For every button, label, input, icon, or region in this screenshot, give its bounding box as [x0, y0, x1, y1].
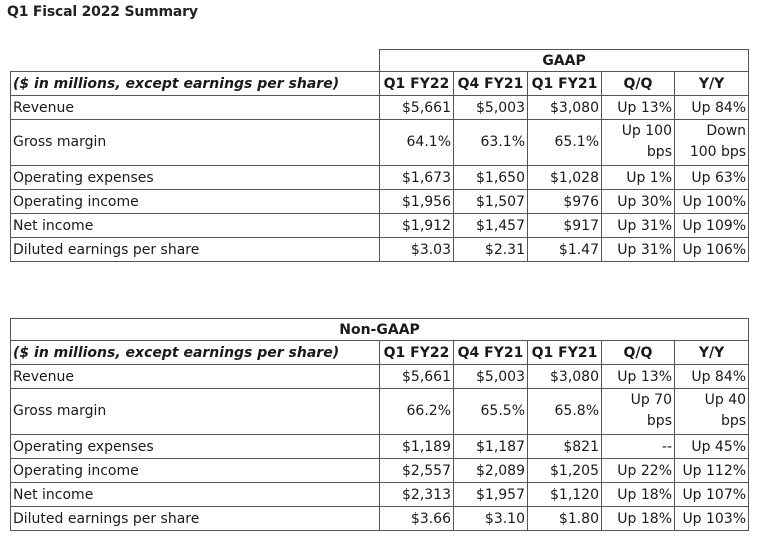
cell-yy — [675, 120, 749, 166]
cell-q1fy21: $1.80 — [528, 507, 602, 531]
cell-q1fy21: $917 — [528, 214, 602, 238]
cell-yy: Up 106% — [675, 238, 749, 262]
table-row — [11, 507, 749, 531]
row-label: Revenue — [11, 96, 380, 120]
table-row — [11, 96, 749, 120]
cell-yy: Up 63% — [675, 166, 749, 190]
cell-yy: Up 103% — [675, 507, 749, 531]
cell-qq: Up 13% — [602, 365, 675, 389]
cell-qq: Up 13% — [602, 96, 675, 120]
cell-q1fy22: $5,661 — [380, 365, 454, 389]
row-label: Revenue — [11, 365, 380, 389]
cell-q1fy22: $2,557 — [380, 459, 454, 483]
cell-qq: Up 18% — [602, 507, 675, 531]
cell-qq: -- — [602, 435, 675, 459]
cell-yy: Up 112% — [675, 459, 749, 483]
cell-qq-line1: Up 100 — [621, 123, 672, 139]
table-row — [11, 238, 749, 262]
row-label: Operating income — [11, 190, 380, 214]
cell-q1fy22: $1,956 — [380, 190, 454, 214]
column-header-q1fy22: Q1 FY22 — [380, 341, 454, 365]
table-title-spacer — [11, 50, 380, 72]
column-header-q4fy21: Q4 FY21 — [454, 72, 528, 96]
cell-qq-line1: Up 70 — [630, 392, 672, 408]
cell-qq-line2: bps — [646, 413, 672, 429]
cell-qq: Up 30% — [602, 190, 675, 214]
column-header-q1fy22: Q1 FY22 — [380, 72, 454, 96]
table-row — [11, 120, 749, 166]
row-label: Diluted earnings per share — [11, 238, 380, 262]
cell-yy: Up 109% — [675, 214, 749, 238]
cell-q1fy22: $2,313 — [380, 483, 454, 507]
column-header-qq: Q/Q — [602, 341, 675, 365]
table-title-row — [11, 319, 749, 341]
cell-qq: Up 1% — [602, 166, 675, 190]
cell-qq: Up 31% — [602, 214, 675, 238]
row-label: Gross margin — [11, 120, 380, 166]
cell-qq — [602, 389, 675, 435]
table-title: GAAP — [380, 50, 749, 72]
cell-q4fy21: $5,003 — [454, 365, 528, 389]
column-header-q1fy21: Q1 FY21 — [528, 72, 602, 96]
cell-q4fy21: 65.5% — [454, 389, 528, 435]
row-label: Diluted earnings per share — [11, 507, 380, 531]
table-header-row — [11, 341, 749, 365]
cell-q1fy21: $1,120 — [528, 483, 602, 507]
cell-q1fy21: $1.47 — [528, 238, 602, 262]
cell-q1fy21: $3,080 — [528, 365, 602, 389]
cell-q4fy21: $1,187 — [454, 435, 528, 459]
column-header-q4fy21: Q4 FY21 — [454, 341, 528, 365]
table-row — [11, 459, 749, 483]
cell-q4fy21: $3.10 — [454, 507, 528, 531]
cell-q1fy22: $1,189 — [380, 435, 454, 459]
cell-q4fy21: $1,457 — [454, 214, 528, 238]
cell-q4fy21: 63.1% — [454, 120, 528, 166]
table-header-row — [11, 72, 749, 96]
cell-yy-line1: Up 40 — [704, 392, 747, 408]
cell-q1fy22: $1,912 — [380, 214, 454, 238]
cell-yy-line1: Down — [706, 123, 747, 139]
table-row — [11, 435, 749, 459]
cell-qq-line2: bps — [646, 144, 672, 160]
cell-q4fy21: $1,507 — [454, 190, 528, 214]
cell-q4fy21: $5,003 — [454, 96, 528, 120]
non-gaap-table — [10, 318, 749, 531]
cell-q1fy21: $976 — [528, 190, 602, 214]
cell-q4fy21: $1,957 — [454, 483, 528, 507]
table-row — [11, 190, 749, 214]
cell-qq: Up 18% — [602, 483, 675, 507]
gaap-table — [10, 49, 749, 262]
cell-q1fy22: $3.03 — [380, 238, 454, 262]
row-label: Operating expenses — [11, 435, 380, 459]
cell-qq — [602, 120, 675, 166]
table-row — [11, 389, 749, 435]
column-header-q1fy21: Q1 FY21 — [528, 341, 602, 365]
column-header-yy: Y/Y — [675, 341, 749, 365]
table-row — [11, 365, 749, 389]
table-row — [11, 166, 749, 190]
cell-yy-line2: 100 bps — [689, 144, 747, 160]
cell-qq: Up 31% — [602, 238, 675, 262]
cell-q4fy21: $2.31 — [454, 238, 528, 262]
cell-q1fy22: 66.2% — [380, 389, 454, 435]
column-header-qq: Q/Q — [602, 72, 675, 96]
cell-yy: Up 45% — [675, 435, 749, 459]
cell-q1fy22: $3.66 — [380, 507, 454, 531]
column-header-units: ($ in millions, except earnings per share) — [11, 72, 380, 96]
row-label: Net income — [11, 483, 380, 507]
cell-yy: Up 107% — [675, 483, 749, 507]
cell-q1fy21: $1,205 — [528, 459, 602, 483]
row-label: Gross margin — [11, 389, 380, 435]
cell-q1fy21: 65.1% — [528, 120, 602, 166]
page-title: Q1 Fiscal 2022 Summary — [7, 4, 198, 20]
table-title: Non-GAAP — [11, 319, 749, 341]
cell-q1fy22: $1,673 — [380, 166, 454, 190]
cell-qq: Up 22% — [602, 459, 675, 483]
cell-yy: Up 100% — [675, 190, 749, 214]
column-header-units: ($ in millions, except earnings per share) — [11, 341, 380, 365]
table-row — [11, 214, 749, 238]
table-title-row — [11, 50, 749, 72]
cell-q1fy21: $821 — [528, 435, 602, 459]
row-label: Net income — [11, 214, 380, 238]
cell-yy: Up 84% — [675, 96, 749, 120]
column-header-yy: Y/Y — [675, 72, 749, 96]
row-label: Operating income — [11, 459, 380, 483]
table-row — [11, 483, 749, 507]
cell-q1fy21: $3,080 — [528, 96, 602, 120]
cell-q4fy21: $1,650 — [454, 166, 528, 190]
cell-yy — [675, 389, 749, 435]
cell-q1fy21: $1,028 — [528, 166, 602, 190]
cell-q1fy21: 65.8% — [528, 389, 602, 435]
cell-q1fy22: $5,661 — [380, 96, 454, 120]
cell-q4fy21: $2,089 — [454, 459, 528, 483]
cell-yy: Up 84% — [675, 365, 749, 389]
row-label: Operating expenses — [11, 166, 380, 190]
cell-q1fy22: 64.1% — [380, 120, 454, 166]
cell-yy-line2: bps — [720, 413, 747, 429]
